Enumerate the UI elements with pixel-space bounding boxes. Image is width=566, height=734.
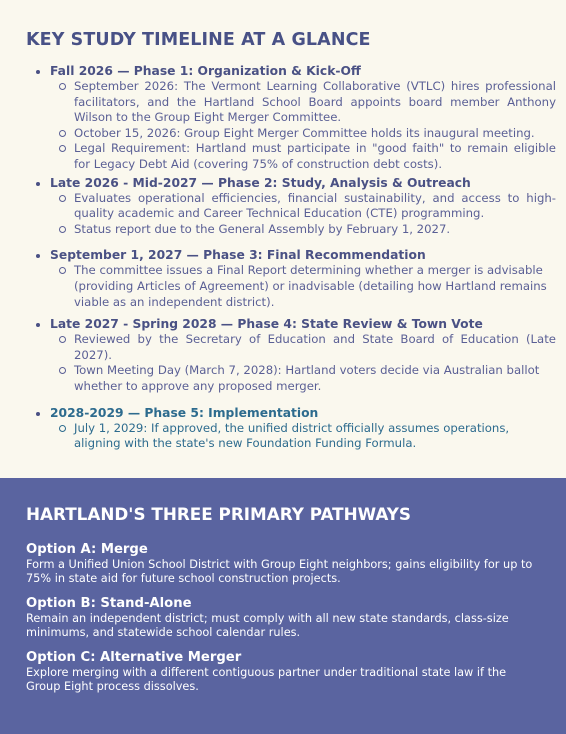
pathways-title: HARTLAND'S THREE PRIMARY PATHWAYS [26, 504, 412, 524]
option-b [26, 596, 542, 640]
phase-item: Town Meeting Day (March 7, 2028): Hartland voters decide via Australian ballot whether to approve any proposed merger. [74, 363, 556, 394]
phase-item: The committee issues a Final Report determining whether a merger is advisable (providing Articles of Agreement) or inadvisable (detailing how Hartland remains viable as an independent district). [74, 263, 556, 310]
phase-items [74, 421, 556, 452]
phase-items [74, 79, 556, 173]
phase-item: Evaluates operational efficiencies, financial sustainability, and access to high-quality academic and Career Technical Education (CTE) programming. [74, 190, 556, 221]
phase-items [74, 332, 556, 394]
phase-item: Reviewed by the Secretary of Education and State Board of Education (Late 2027). [74, 332, 556, 362]
option-description: Explore merging with a different contiguous partner under traditional state law if the Group Eight process dissolves. [26, 666, 507, 693]
phase-items [74, 191, 556, 238]
timeline-title: KEY STUDY TIMELINE AT A GLANCE [26, 30, 371, 50]
phase-item: July 1, 2029: If approved, the unified district officially assumes operations, aligning with the state's new Foundation Funding Formula. [74, 421, 556, 452]
phase-list [50, 64, 556, 452]
phase-item: October 15, 2026: Group Eight Merger Committee holds its inaugural meeting. [74, 126, 556, 142]
phase-2 [50, 176, 556, 238]
phase-5 [50, 406, 556, 452]
phase-4 [50, 317, 556, 394]
phase-heading: September 1, 2027 — Phase 3: Final Recommendation [50, 248, 426, 263]
option-description: Remain an independent district; must comply with all new state standards, class-size minimums, and statewide school calendar rules. [26, 612, 509, 639]
phase-items [74, 263, 556, 310]
phase-item: September 2026: The Vermont Learning Collaborative (VTLC) hires professional facilitators, and the Hartland School Board appoints board member Anthony Wilson to the Group Eight Merger Committee. [74, 79, 556, 125]
phase-heading: Fall 2026 — Phase 1: Organization & Kick-Off [50, 64, 361, 78]
phase-heading: Late 2026 - Mid-2027 — Phase 2: Study, Analysis & Outreach [50, 175, 471, 190]
phase-3 [50, 248, 556, 310]
phase-item: Status report due to the General Assembly by February 1, 2027. [74, 222, 556, 238]
option-c [26, 650, 542, 694]
option-title: Option C: Alternative Merger [26, 650, 242, 665]
option-a [26, 542, 542, 586]
option-title: Option A: Merge [26, 542, 148, 557]
phase-1 [50, 64, 556, 173]
phase-heading: Late 2027 - Spring 2028 — Phase 4: State Review & Town Vote [50, 317, 483, 332]
phase-heading: 2028-2029 — Phase 5: Implementation [50, 405, 319, 420]
option-title: Option B: Stand-Alone [26, 596, 192, 611]
phase-item: Legal Requirement: Hartland must participate in "good faith" to remain eligible for Legacy Debt Aid (covering 75% of construction debt costs). [74, 141, 556, 171]
pathways-section [0, 478, 566, 734]
option-description: Form a Unified Union School District with Group Eight neighbors; gains eligibility for up to 75% in state aid for future school construction projects. [26, 558, 533, 585]
